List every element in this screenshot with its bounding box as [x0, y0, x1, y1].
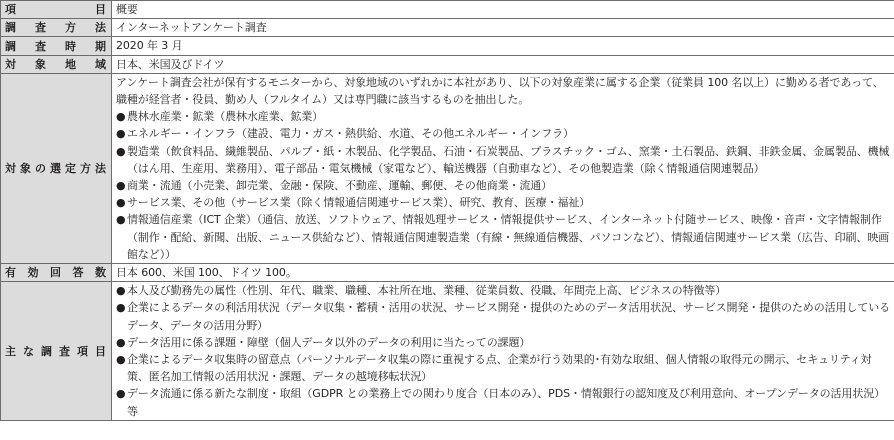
- list-item: [116, 351, 890, 385]
- responses-row: [1, 264, 894, 282]
- period-row: [1, 37, 894, 55]
- topic-item: データ活用に係る課題・障壁（個人データ以外のデータの利用に当たっての課題）: [127, 335, 531, 349]
- header-row: [1, 1, 894, 19]
- bullet-icon: ●: [116, 387, 126, 401]
- bullet-icon: ●: [116, 213, 126, 227]
- industry-item: 製造業（飲食料品、繊維製品、パルプ・紙・木製品、化学製品、石油・石炭製品、プラスチック・ゴム、窯業・土石製品、鉄鋼、非鉄金属、金属製品、機械（はん用、生産用、業務用）、電子部品・電気機械（家電など）、輸送機器（自動車など）、その他製造業（除く情報通信関連製品）: [127, 144, 890, 175]
- bullet-icon: ●: [116, 335, 126, 349]
- bullet-icon: ●: [116, 110, 126, 124]
- list-item: [116, 282, 890, 299]
- industry-item: 農林水産業・鉱業（農林水産業、鉱業）: [127, 110, 324, 124]
- bullet-icon: ●: [116, 127, 126, 141]
- selection-row: [1, 73, 894, 263]
- method-label: 調査方法: [1, 19, 112, 37]
- industry-item: 情報通信産業（ICT 企業）（通信、放送、ソフトウェア、情報処理サービス・情報提供サービス、インターネット付随サービス、映像・音声・文字情報制作（制作・配給、新聞、出版、ニュース供給など）、情報通信関連製造業（有線・無線通信機器、パソコンなど）、情報通信関連サービス業（広告、印刷、映画館など））: [127, 213, 890, 261]
- topic-item: 本人及び勤務先の属性（性別、年代、職業、職種、本社所在地、業種、従業員数、役職、年間売上高、ビジネスの特徴等）: [127, 284, 727, 298]
- method-content: インターネットアンケート調査: [112, 19, 894, 37]
- bullet-icon: ●: [116, 196, 126, 210]
- industry-item: サービス業、その他（サービス業（除く情報通信関連サービス業）、研究、教育、医療・福祉）: [127, 196, 591, 210]
- industry-item: エネルギー・インフラ（建設、電力・ガス・熱供給、水道、その他エネルギー・インフラ）: [127, 127, 574, 141]
- list-item: [116, 177, 890, 194]
- bullet-icon: ●: [116, 353, 126, 367]
- period-label: 調査時期: [1, 37, 112, 55]
- list-item: [116, 299, 890, 333]
- bullet-icon: ●: [116, 284, 126, 298]
- region-label: 対象地域: [1, 55, 112, 73]
- topic-item: 企業によるデータの利活用状況（データ収集・蓄積・活用の状況、サービス開発・提供のためのデータ活用状況、サービス開発・提供のための活用しているデータ、データの活用分野）: [127, 301, 890, 332]
- responses-label: 有効回答数: [1, 264, 112, 282]
- bullet-icon: ●: [116, 179, 126, 193]
- selection-label: 対象の選定方法: [1, 73, 112, 263]
- topics-label: 主な調査項目: [1, 282, 112, 421]
- list-item: [116, 211, 890, 263]
- industry-item: 商業・流通（小売業、卸売業、金融・保険、不動産、運輸、郵便、その他商業・流通）: [127, 179, 553, 193]
- bullet-icon: ●: [116, 144, 126, 158]
- selection-content: [112, 73, 894, 263]
- topics-row: [1, 282, 894, 421]
- list-item: [116, 334, 890, 351]
- responses-content: 日本 600、米国 100、ドイツ 100。: [112, 264, 894, 282]
- list-item: [116, 143, 890, 177]
- topic-item: データ流通に係る新たな制度・取組（GDPR との業務上での関わり度合（日本のみ）、PDS・情報銀行の認知度及び利用意向、オープンデータの活用状況） 等: [127, 387, 891, 418]
- bullet-icon: ●: [116, 301, 126, 315]
- list-item: [116, 125, 890, 142]
- header-content: 概要: [112, 1, 894, 19]
- region-content: 日本、米国及びドイツ: [112, 55, 894, 73]
- period-content: 2020 年 3 月: [112, 37, 894, 55]
- topic-item: 企業によるデータ収集時の留意点（パーソナルデータ収集の際に重視する点、企業が行う効果的･有効な取組、個人情報の取得元の開示、セキュリティ対策、匿名加工情報の活用状況・課題、データの越境移転状況）: [127, 353, 872, 384]
- method-row: [1, 19, 894, 37]
- region-row: [1, 55, 894, 73]
- list-item: [116, 108, 890, 125]
- list-item: [116, 194, 890, 211]
- header-label: 項目: [1, 1, 112, 19]
- list-item: [116, 385, 890, 419]
- topics-content: [112, 282, 894, 421]
- selection-intro: アンケート調査会社が保有するモニターから、対象地域のいずれかに本社があり、以下の対象産業に属する企業（従業員 100 名以上）に勤める者であって、職種が経営者・役員、勤め人（フルタイム）又は専門職に該当するものを抽出した。: [116, 75, 884, 107]
